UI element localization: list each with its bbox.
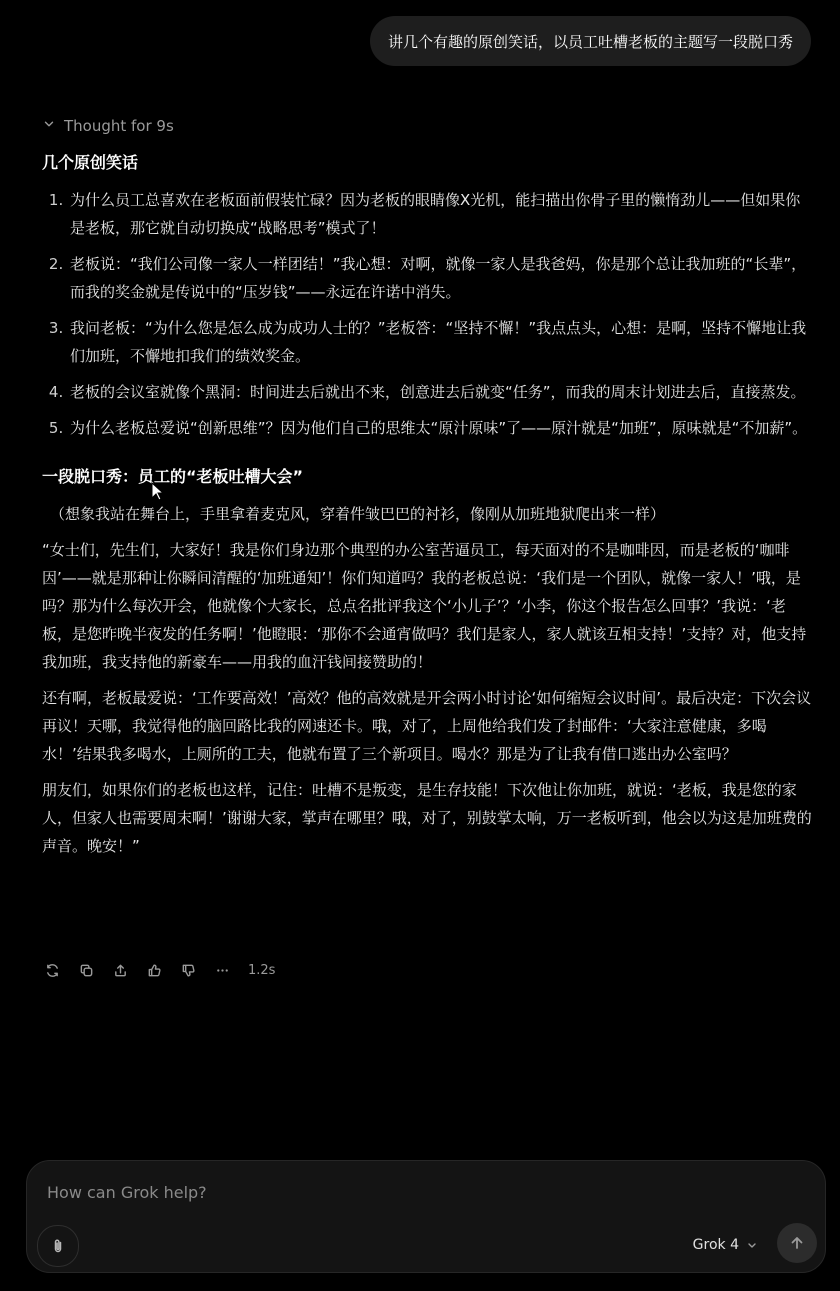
thumbs-up-icon	[147, 963, 162, 978]
attach-button[interactable]	[37, 1225, 79, 1267]
like-button[interactable]	[144, 958, 164, 982]
mouse-cursor-icon	[151, 482, 165, 502]
joke-item: 4. 老板的会议室就像个黑洞：时间进去后就出不来，创意进去后就变“任务”，而我的周末计划进去后，直接蒸发。	[68, 378, 812, 406]
message-input[interactable]: How can Grok help?	[47, 1183, 207, 1202]
thought-label: Thought for 9s	[64, 117, 174, 135]
joke-item: 5. 为什么老板总爱说“创新思维”？因为他们自己的思维太“原汁原味”了——原汁就是“加班”，原味就是“不加薪”。	[68, 414, 812, 442]
copy-icon	[79, 963, 94, 978]
jokes-heading: 几个原创笑话	[42, 153, 139, 172]
chevron-down-icon	[42, 117, 56, 135]
user-message-bubble	[370, 16, 811, 66]
joke-item: 1. 为什么员工总喜欢在老板面前假装忙碌？因为老板的眼睛像X光机，能扫描出你骨子里的懒惰劲儿——但如果你是老板，那它就自动切换成“战略思考”模式了！	[68, 186, 812, 242]
share-icon	[113, 963, 128, 978]
response-actions	[42, 958, 275, 982]
more-options-button[interactable]	[212, 958, 232, 982]
thumbs-down-icon	[181, 963, 196, 978]
thought-toggle[interactable]	[42, 117, 174, 135]
standup-paragraph: 还有啊，老板最爱说：‘工作要高效！’高效？他的高效就是开会两小时讨论‘如何缩短会议时间’。最后决定：下次会议再议！天哪，我觉得他的脑回路比我的网速还卡。哦，对了，上周他给我们发了封邮件：‘大家注意健康，多喝水！’结果我多喝水，上厕所的工夫，他就布置了三个新项目。喝水？那是为了让我有借口逃出办公室吗？	[42, 689, 812, 763]
more-horizontal-icon	[215, 963, 230, 978]
arrow-up-icon	[788, 1234, 806, 1252]
paperclip-icon	[50, 1238, 66, 1254]
standup-heading: 一段脱口秀：员工的“老板吐槽大会”	[42, 467, 304, 486]
copy-button[interactable]	[76, 958, 96, 982]
user-message-text: 讲几个有趣的原创笑话，以员工吐槽老板的主题写一段脱口秀	[387, 32, 793, 51]
send-button[interactable]	[777, 1223, 817, 1263]
joke-item: 3. 我问老板：“为什么您是怎么成为成功人士的？”老板答：“坚持不懈！”我点点头，心想：是啊，坚持不懈地让我们加班，不懈地扣我们的绩效奖金。	[68, 314, 812, 370]
model-selector[interactable]	[693, 1229, 757, 1261]
jokes-list	[42, 186, 812, 442]
standup-paragraph: “女士们，先生们，大家好！我是你们身边那个典型的办公室苦逼员工，每天面对的不是咖啡因，而是老板的‘咖啡因’——就是那种让你瞬间清醒的‘加班通知’！你们知道吗？我的老板总说：‘我们是一个团队，就像一家人！’哦，是吗？那为什么每次开会，他就像个大家长，总点名批评我这个‘小儿子’？‘小李，你这个报告怎么回事？’我说：‘老板，是您昨晚半夜发的任务啊！’他瞪眼：‘那你不会通宵做吗？我们是家人，家人就该互相支持！’支持？对，他支持我加班，我支持他的新豪车——用我的血汗钱间接赞助的！	[42, 541, 807, 671]
dislike-button[interactable]	[178, 958, 198, 982]
refresh-icon	[45, 963, 60, 978]
chevron-down-icon	[747, 1240, 757, 1250]
stage-direction: （想象我站在舞台上，手里拿着麦克风，穿着件皱巴巴的衬衫，像刚从加班地狱爬出来一样）	[50, 505, 666, 523]
regenerate-button[interactable]	[42, 958, 62, 982]
assistant-response	[42, 150, 812, 868]
joke-item: 2. 老板说：“我们公司像一家人一样团结！”我心想：对啊，就像一家人是我爸妈，你是那个总让我加班的“长辈”，而我的奖金就是传说中的“压岁钱”——永远在许诺中消失。	[68, 250, 812, 306]
response-time: 1.2s	[248, 962, 276, 978]
standup-paragraph: 朋友们，如果你们的老板也这样，记住：吐槽不是叛变，是生存技能！下次他让你加班，就说：‘老板，我是您的家人，但家人也需要周末啊！’谢谢大家，掌声在哪里？哦，对了，别鼓掌太响，万一老板听到，他会以为这是加班费的声音。晚安！”	[42, 781, 812, 855]
share-button[interactable]	[110, 958, 130, 982]
message-composer	[26, 1160, 826, 1273]
model-name: Grok 4	[692, 1237, 739, 1253]
